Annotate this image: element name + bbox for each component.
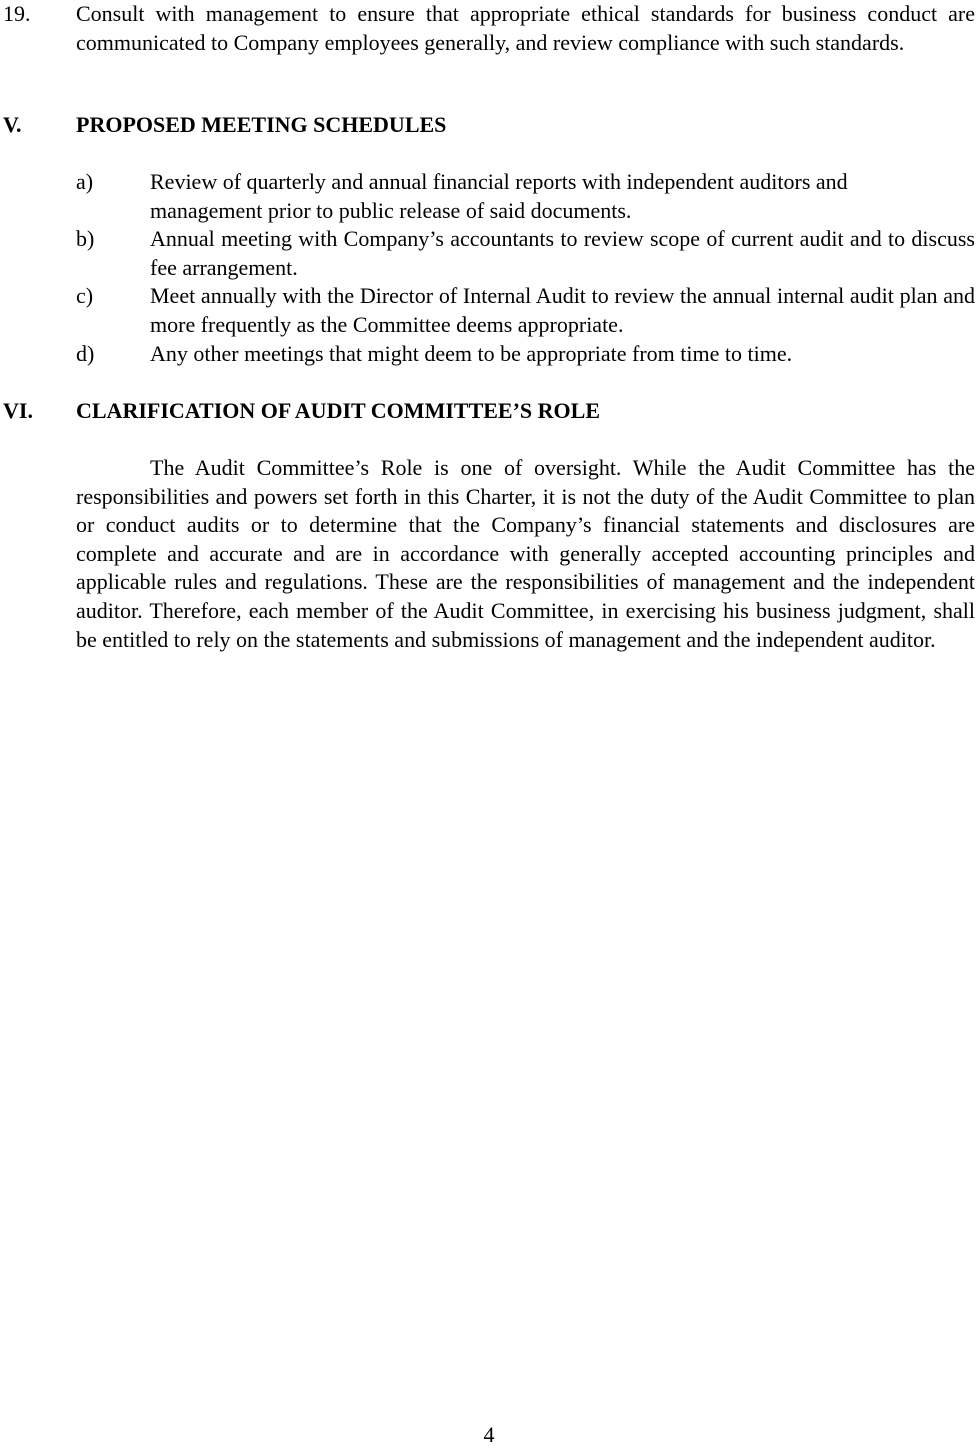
item-text: Annual meeting with Company’s accountants to review scope of current audit and to discuss fee arrangement. bbox=[150, 226, 975, 280]
item-letter: a) bbox=[76, 169, 94, 194]
section-title: PROPOSED MEETING SCHEDULES bbox=[76, 112, 447, 137]
role-paragraph: The Audit Committee’s Role is one of oversight. While the Audit Committee has the responsibilities and powers set forth in this Charter, it is not the duty of the Audit Committee to plan or conduct audits or to determine that the Company’s financial statements and disclosures are complete and accurate and are in accordance with generally accepted accounting principles and applicable rules and regulations. These are the responsibilities of management and the independent auditor. Therefore, each member of the Audit Committee, in exercising his business judgment, shall be entitled to rely on the statements and submissions of management and the independent auditor. bbox=[76, 455, 975, 652]
list-item-19 bbox=[3, 0, 975, 57]
item-letter: b) bbox=[76, 226, 95, 252]
item-number: 19. bbox=[3, 1, 31, 26]
section-title: CLARIFICATION OF AUDIT COMMITTEE’S ROLE bbox=[76, 398, 600, 423]
list-item bbox=[76, 225, 975, 282]
page-number: 4 bbox=[483, 1422, 495, 1447]
list-item bbox=[76, 340, 975, 369]
section-number: VI. bbox=[3, 398, 33, 423]
meeting-schedule-list bbox=[76, 168, 975, 368]
item-text: Consult with management to ensure that appropriate ethical standards for business conduct are communicated to Company employees generally, and review compliance with such standards. bbox=[76, 1, 975, 55]
list-item bbox=[76, 168, 975, 225]
item-text: Any other meetings that might deem to be appropriate from time to time. bbox=[150, 340, 793, 366]
item-letter: c) bbox=[76, 283, 94, 309]
item-text: Review of quarterly and annual financial reports with independent auditors and management prior to public release of said documents. bbox=[150, 169, 848, 223]
section-number: V. bbox=[3, 112, 22, 137]
list-item bbox=[76, 282, 975, 339]
item-text: Meet annually with the Director of Internal Audit to review the annual internal audit plan and more frequently as the Committee deems appropriate. bbox=[150, 283, 975, 337]
item-letter: d) bbox=[76, 340, 95, 366]
